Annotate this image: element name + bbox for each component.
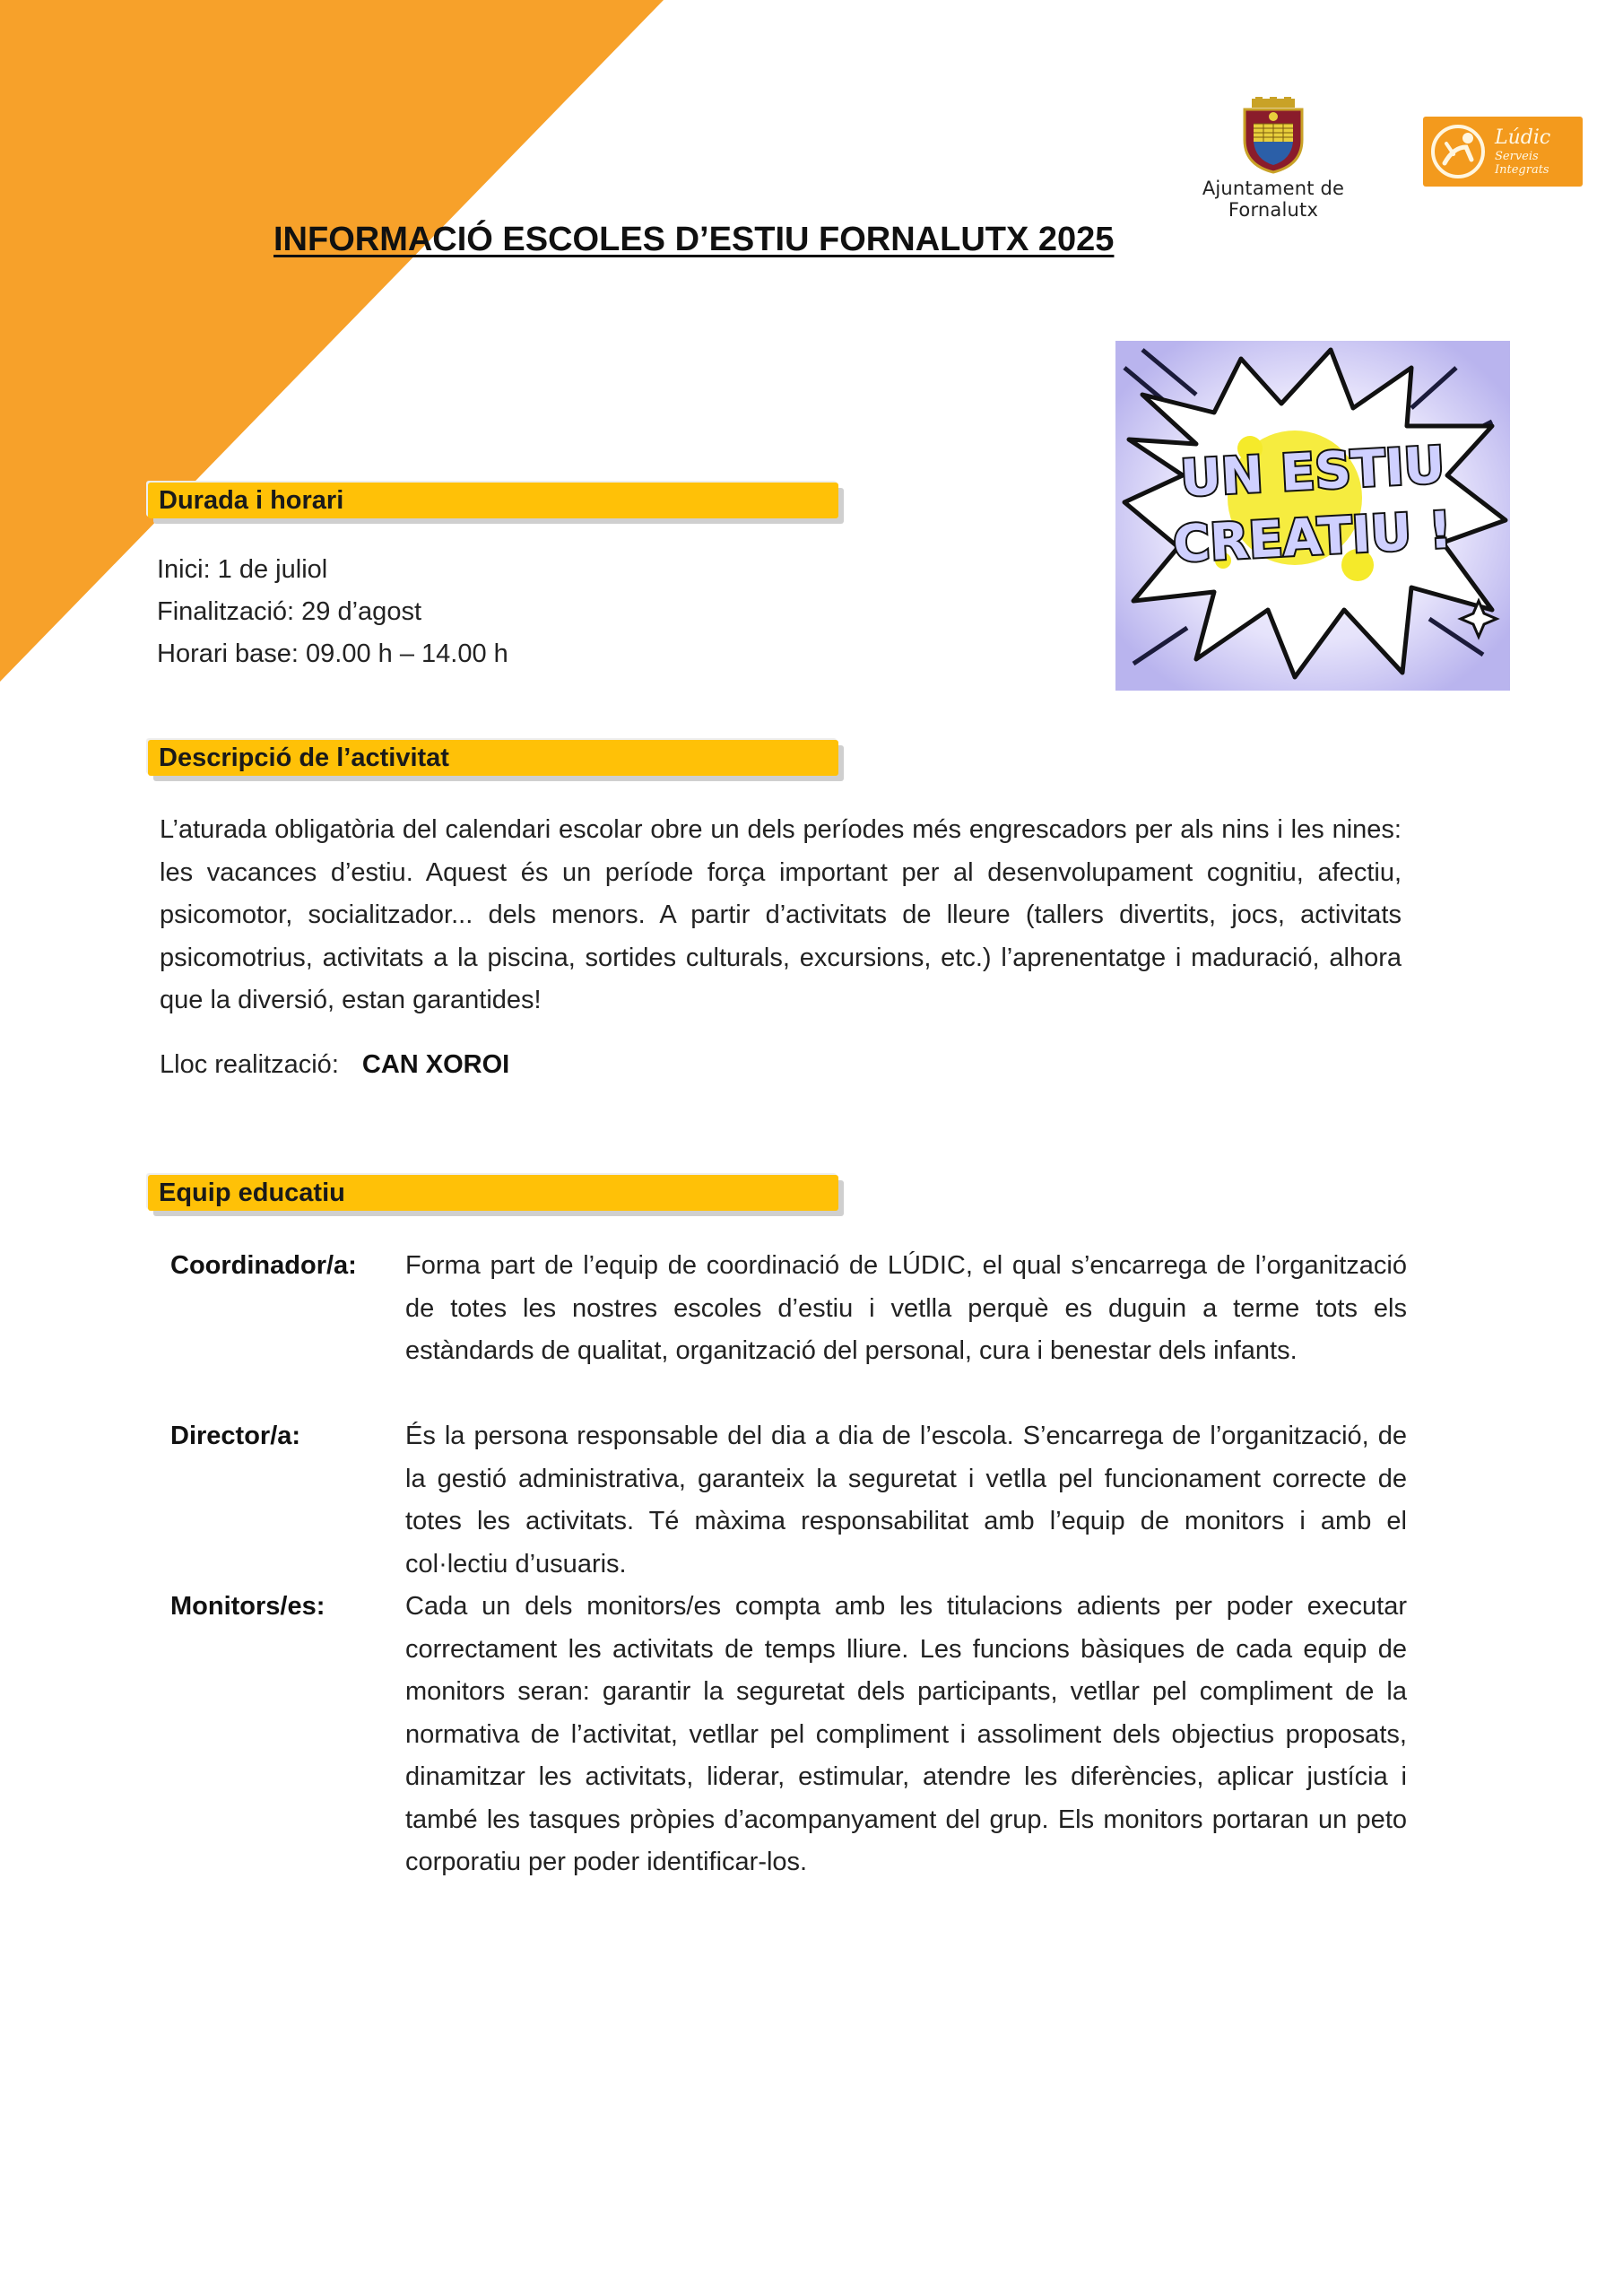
section-heading-description: Descripció de l’activitat [148, 740, 838, 776]
hero-line-2: CREATIU ! [1171, 500, 1454, 575]
ludic-figure-icon [1427, 120, 1489, 183]
town-logo [1161, 97, 1385, 221]
role-label-coordinator: Coordinador/a: [170, 1251, 357, 1280]
role-label-director: Director/a: [170, 1422, 301, 1450]
role-text-director: És la persona responsable del dia a dia de l’escola. S’encarrega de l’organització, de la gestió administrativa, garanteix la seguretat i vetlla pel funcionament correcte de totes les activitats. Té màxima responsabilitat amb l’equip de monitors i amb el col·lectiu d’usuaris. [405, 1422, 1407, 1578]
coat-of-arms-icon [1239, 97, 1307, 174]
document-title: INFORMACIÓ ESCOLES D’ESTIU FORNALUTX 2025 [273, 221, 1115, 258]
duration-details [157, 549, 508, 675]
ludic-logo [1423, 117, 1583, 187]
town-name: Ajuntament de Fornalutx [1202, 178, 1345, 221]
description-paragraph: L’aturada obligatòria del calendari escolar obre un dels períodes més engrescadors per als nins i les nines: les vacances d’estiu. Aquest és un període força important per al desenvolupament cognitiu, afectiu, psicomotor, socialitzador... dels menors. A partir d’activitats de lleure (tallers divertits, jocs, activitats psicomotrius, activitats a la piscina, sortides culturals, excursions, etc.) l’aprenentatge i maduració, alhora que la diversió, estan garantides! [160, 815, 1402, 1014]
section-heading-duration: Durada i horari [148, 483, 838, 518]
un-estiu-creatiu-image [1115, 341, 1510, 691]
ludic-logo-sub1: Serveis [1495, 149, 1539, 163]
activity-location [160, 1044, 509, 1086]
ludic-logo-sub2: Integrats [1495, 162, 1549, 177]
hero-line-1: UN ESTIU [1178, 436, 1446, 509]
header-logos [1161, 97, 1583, 221]
role-text-monitors: Cada un dels monitors/es compta amb les titulacions adients per poder executar correctament les activitats de temps lliure. Les funcions bàsiques de cada equip de monitors seran: garantir la seguretat dels participants, vetllar pel compliment de la normativa de l’activitat, vetllar pel compliment i assoliment dels objectius proposats, dinamitzar les activitats, liderar, estimular, atendre les diferències, aplicar justícia i també les tasques pròpies d’acompanyament del grup. Els monitors portaran un peto corporatiu per poder identificar-los. [405, 1592, 1407, 1876]
base-hours: Horari base: 09.00 h – 14.00 h [157, 639, 508, 668]
role-text-coordinator: Forma part de l’equip de coordinació de LÚDIC, el qual s’encarrega de l’organització de totes les nostres escoles d’estiu i vetlla perquè es duguin a terme tots els estàndards de qualitat, organització del personal, cura i benestar dels infants. [405, 1251, 1407, 1365]
role-label-monitors: Monitors/es: [170, 1592, 325, 1621]
location-label: Lloc realització: [160, 1050, 339, 1079]
section-heading-team: Equip educatiu [148, 1175, 838, 1211]
end-date: Finalització: 29 d’agost [157, 597, 421, 626]
location-value: CAN XOROI [361, 1050, 510, 1079]
ludic-logo-name: Lúdic [1495, 126, 1551, 149]
start-date: Inici: 1 de juliol [157, 555, 328, 584]
